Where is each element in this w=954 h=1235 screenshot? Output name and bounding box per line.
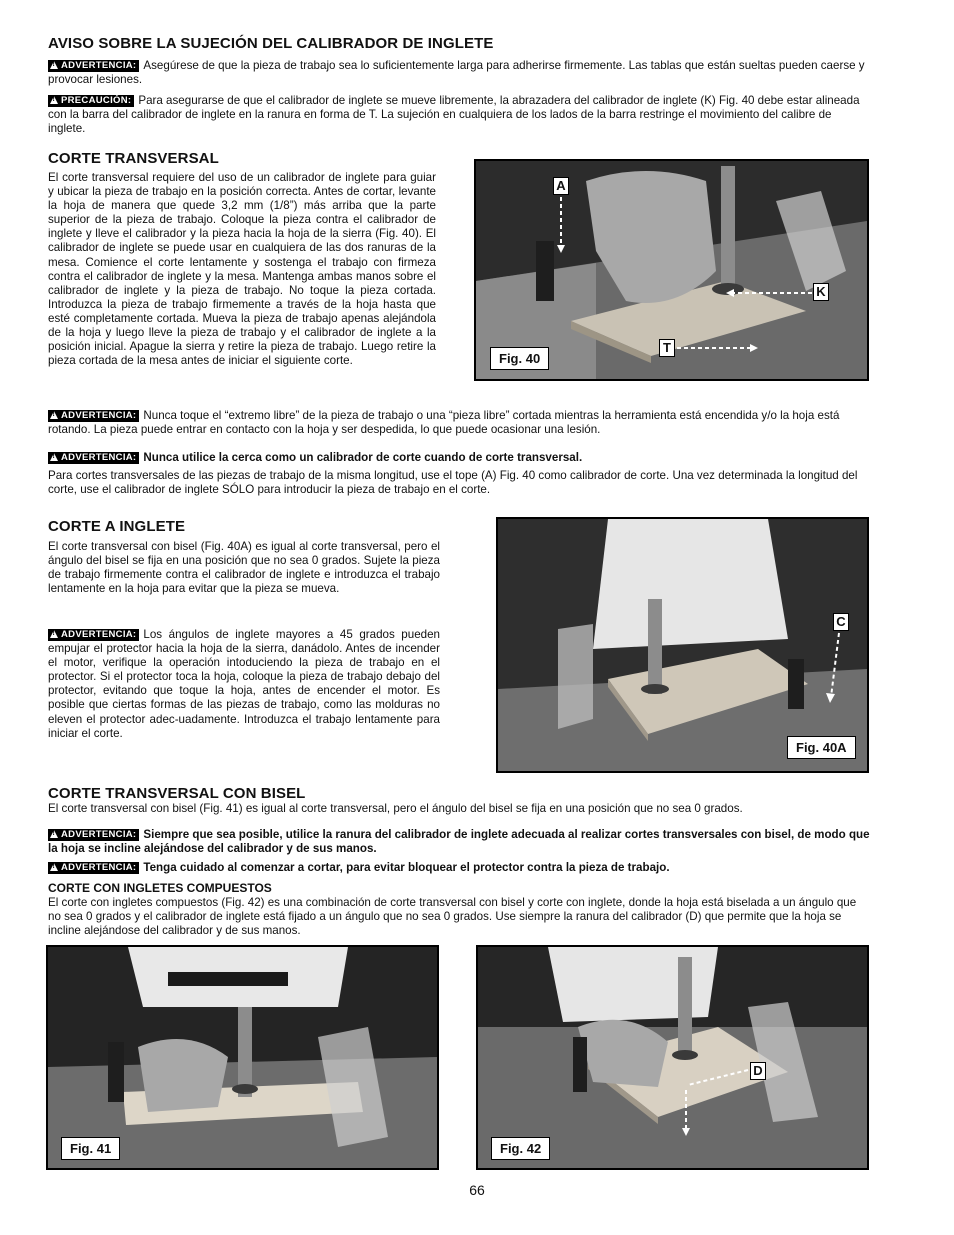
warning-triangle-icon xyxy=(50,453,58,461)
warning-badge: !ADVERTENCIA: xyxy=(48,829,139,841)
bisel-warning-2: !ADVERTENCIA: Tenga cuidado al comenzar a cortar, para evitar bloquear el protector contra la pieza de trabajo. xyxy=(48,861,871,875)
warning-badge: !ADVERTENCIA: xyxy=(48,862,139,874)
fig-41-image xyxy=(48,947,437,1168)
callout-t: T xyxy=(659,339,675,357)
corte-inglete-warning: !ADVERTENCIA: Los ángulos de inglete mayores a 45 grados pueden empujar el protector hacia la hoja de la sierra, danádolo. Antes de incender el motor, verifique la operación intoduciendo la pieza de trabajo en el protector. Si el protector toca la hoja, coloque la pieza de trabajo debajo del protector, evitando que toque la hoja, antes de encender el motor. Es posible que ciertas formas de las piezas de trabajo, como las molduras no eleven el protector adec-uadamente. Introduzca el trabajo lentamente para iniciar el corte. xyxy=(48,628,440,741)
bisel-title: CORTE TRANSVERSAL CON BISEL xyxy=(48,785,306,802)
callout-d: D xyxy=(750,1062,766,1080)
corte-transversal-after: Para cortes transversales de las piezas de trabajo de la misma longitud, use el tope (A) Fig. 40 como calibrador de corte. Una vez determinada la longitud del corte, use el calibrador de inglete SÓLO para introducir la pieza de trabajo en el corte. xyxy=(48,469,858,497)
callout-a: A xyxy=(553,177,569,195)
compuestos-title: CORTE CON INGLETES COMPUESTOS xyxy=(48,881,272,895)
warning-badge: !ADVERTENCIA: xyxy=(48,60,139,72)
fig-42-label: Fig. 42 xyxy=(491,1137,550,1160)
warning-triangle-icon xyxy=(50,96,58,104)
bisel-body: El corte transversal con bisel (Fig. 41) es igual al corte transversal, pero el ángulo del bisel se fija en una posición que no sea 0 grados. xyxy=(48,802,743,815)
fig-40-label: Fig. 40 xyxy=(490,347,549,370)
corte-inglete-body: El corte transversal con bisel (Fig. 40A) es igual al corte transversal, pero el ángulo del bisel se fija en una posición que no sea 0 grados. Sujete la pieza de trabajo firmemente contra el calibrador de inglete e introduzca el trabajo lentamente en la hoja para evitar que la pieza se mueva. xyxy=(48,540,440,596)
fig-41-label: Fig. 41 xyxy=(61,1137,120,1160)
warning-badge: !ADVERTENCIA: xyxy=(48,452,139,464)
aviso-warning: !ADVERTENCIA: Asegúrese de que la pieza de trabajo sea lo suficientemente larga para adherirse firmemente. Las tablas que están sueltas pueden caerse y provocar lesiones. xyxy=(48,59,871,87)
warning-badge: !ADVERTENCIA: xyxy=(48,629,139,641)
caution-badge: !PRECAUCIÓN: xyxy=(48,95,134,107)
corte-transversal-warning-2: !ADVERTENCIA: Nunca utilice la cerca como un calibrador de corte cuando de corte transversal. xyxy=(48,451,871,465)
fig-40a-label: Fig. 40A xyxy=(787,736,856,759)
bisel-warning-1: !ADVERTENCIA: Siempre que sea posible, utilice la ranura del calibrador de inglete adecuada al realizar cortes transversales con bisel, de modo que la hoja se incline alejándose del calibrador y de sus manos. xyxy=(48,828,871,856)
page-number: 66 xyxy=(469,1182,485,1198)
warning-triangle-icon xyxy=(50,630,58,638)
callout-k: K xyxy=(813,283,829,301)
corte-transversal-warning-1: !ADVERTENCIA: Nunca toque el “extremo libre” de la pieza de trabajo o una “pieza libre” cortada mientras la herramienta está encendida y/o la hoja está rotando. La pieza puede entrar en contacto con la hoja y ser despedida, lo que puede ocasionar una lesión. xyxy=(48,409,871,437)
aviso-title: AVISO SOBRE LA SUJECIÓN DEL CALIBRADOR DE INGLETE xyxy=(48,35,494,52)
aviso-caution: !PRECAUCIÓN: Para asegurarse de que el calibrador de inglete se mueve libremente, la abrazadera del calibrador de inglete (K) Fig. 40 debe estar alineada con la barra del calibrador de inglete en la ranura en forma de T. La sujeción en cualquiera de los lados de la barra restringe el movimiento del calibre de inglete. xyxy=(48,94,871,136)
warning-triangle-icon xyxy=(50,411,58,419)
warning-triangle-icon xyxy=(50,830,58,838)
callout-c: C xyxy=(833,613,849,631)
corte-inglete-title: CORTE A INGLETE xyxy=(48,518,186,535)
warning-triangle-icon xyxy=(50,61,58,69)
fig-40a-leader-line xyxy=(496,517,869,773)
compuestos-body: El corte con ingletes compuestos (Fig. 42) es una combinación de corte transversal con bisel y corte con inglete, donde la hoja está biselada a un ángulo que no sea 0 grados y el calibrador de inglete está fijado a un ángulo que no sea 0 grados. Use siempre la ranura del calibrador (D) que permite que la hoja se incline alejándose del calibrador y de sus manos. xyxy=(48,896,857,938)
corte-transversal-title: CORTE TRANSVERSAL xyxy=(48,150,219,167)
corte-transversal-body: El corte transversal requiere del uso de un calibrador de inglete para guiar y ubicar la pieza de trabajo en la posición correcta. Antes de cortar, levante la hoja de manera que quede 3,2 mm (1/8”) más arriba que la parte superior de la pieza de trabajo. Coloque la pieza contra el calibrador de inglete y lleve el calibrador y la pieza hacia la hoja de la sierra (Fig. 40). El calibrador de inglete se puede usar en cualquiera de las dos ranuras de la mesa. Comience el corte lentamente y sostenga el trabajo con firmeza contra el calibrador de inglete y la mesa. Mantenga ambas manos sobre el calibrador de inglete y la pieza de trabajo. No toque la pieza cortada. Introduzca la pieza de trabajo firmemente a través de la hoja hasta que esté completamente cortada. Mueva la pieza de trabajo apenas alejándola de la hoja y luego lleve la pieza de trabajo y el calibrador de inglete a la posición inicial. Apague la sierra y retire la pieza de trabajo. Luego retire la pieza cortada de la mesa antes de iniciar el siguiente corte. xyxy=(48,171,436,368)
warning-badge: !ADVERTENCIA: xyxy=(48,410,139,422)
warning-triangle-icon xyxy=(50,863,58,871)
